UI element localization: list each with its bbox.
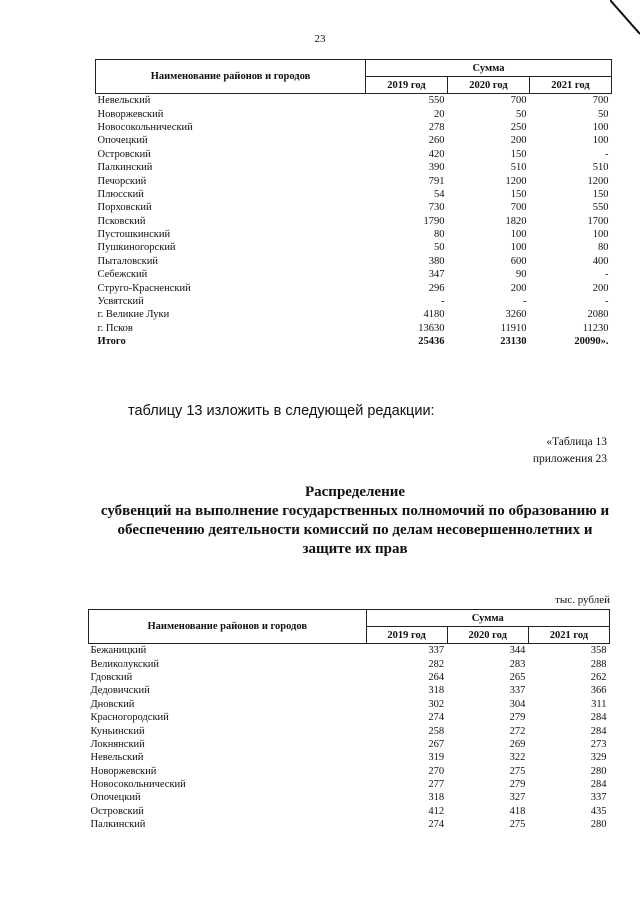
amount-cell: 258	[428, 725, 445, 737]
amount-cell: 274	[428, 819, 445, 831]
amount-cell: 284	[590, 712, 607, 724]
amount-cell: 1790	[423, 215, 445, 227]
amount-cell: 791	[428, 175, 445, 187]
amount-cell: 275	[509, 765, 526, 777]
district-name: Островский	[97, 148, 151, 160]
amount-cell: 80	[434, 229, 445, 241]
amount-cell: 11230	[582, 322, 609, 334]
amount-cell: 1820	[505, 215, 527, 227]
amount-cell: 1200	[505, 175, 527, 187]
district-name: Палкинский	[90, 819, 146, 831]
amount-cell: 265	[509, 671, 526, 683]
amount-cell: 730	[428, 202, 445, 214]
amount-cell: 200	[592, 282, 609, 294]
amount-cell: 318	[428, 792, 445, 804]
amount-cell: 288	[590, 658, 607, 670]
amount-cell: -	[441, 296, 445, 308]
table-row	[89, 644, 610, 658]
table-row	[96, 121, 612, 134]
amount-cell: 284	[590, 725, 607, 737]
district-name: Пыталовский	[97, 255, 158, 267]
amount-cell: 327	[509, 792, 526, 804]
allocation-table-continued	[95, 59, 612, 348]
column-header-year: 2021 год	[530, 77, 612, 94]
table-body	[96, 94, 612, 349]
amount-cell: -	[523, 296, 527, 308]
amount-cell: 262	[590, 671, 607, 683]
table-row	[96, 295, 612, 308]
district-name: Новоржевский	[90, 765, 157, 777]
amount-cell: 275	[509, 819, 526, 831]
amount-cell: 280	[590, 765, 607, 777]
amount-cell: 277	[428, 779, 445, 791]
amount-cell: 510	[592, 162, 609, 174]
amount-cell: 282	[428, 658, 445, 670]
table-row	[89, 671, 610, 684]
amount-cell: 347	[428, 269, 445, 281]
column-header-name: Наименование районов и городов	[96, 60, 366, 94]
district-name: Опочецкий	[97, 135, 148, 147]
table-row	[89, 791, 610, 804]
district-name: Палкинский	[97, 162, 153, 174]
amount-cell: 278	[428, 121, 445, 133]
amount-cell: 200	[510, 135, 527, 147]
district-name: Струго-Красненский	[97, 282, 191, 294]
district-name: Опочецкий	[90, 792, 141, 804]
amount-cell: 150	[592, 188, 609, 200]
amount-cell: 435	[590, 805, 607, 817]
amount-cell: 280	[590, 819, 607, 831]
amount-cell: 4180	[423, 309, 445, 321]
table-row	[96, 94, 612, 108]
amount-cell: 302	[428, 698, 445, 710]
amount-cell: 2080	[587, 309, 609, 321]
amount-cell: 1700	[587, 215, 609, 227]
table-row	[96, 308, 612, 321]
district-name: Невельский	[90, 752, 144, 764]
column-header-year: 2019 год	[366, 627, 447, 644]
section-heading: субвенций на выполнение государственных полномочий по образованию и	[100, 503, 610, 519]
amount-cell: 700	[510, 95, 527, 107]
amount-cell: 3260	[505, 309, 527, 321]
table-row	[96, 215, 612, 228]
amount-cell: -	[605, 269, 609, 281]
section-heading: защите их прав	[302, 541, 408, 557]
amount-cell: -	[605, 148, 609, 160]
table-row	[96, 268, 612, 281]
amount-cell: 550	[428, 95, 445, 107]
district-name: Печорский	[97, 175, 147, 187]
table-total-row	[96, 335, 612, 348]
amount-cell: 337	[590, 792, 607, 804]
amount-cell: 20	[434, 108, 445, 120]
amount-cell: 274	[428, 712, 445, 724]
district-name: Красногородский	[90, 712, 169, 724]
table-row	[96, 228, 612, 241]
amount-cell: 700	[592, 95, 609, 107]
amount-cell: 337	[509, 685, 526, 697]
district-name: Невельский	[97, 95, 151, 107]
amount-cell: 337	[428, 645, 445, 657]
district-name: Новоржевский	[97, 108, 164, 120]
table-row	[89, 778, 610, 791]
amount-cell: 329	[590, 752, 607, 764]
amount-cell: 380	[428, 255, 445, 267]
table-row	[96, 188, 612, 201]
amount-cell: 50	[434, 242, 445, 254]
amount-cell: 100	[592, 229, 609, 241]
amount-cell: 304	[509, 698, 526, 710]
amount-cell: 100	[510, 242, 527, 254]
amount-cell: 418	[509, 805, 526, 817]
table-row	[89, 657, 610, 670]
district-name: Дновский	[90, 698, 135, 710]
amount-cell: 54	[434, 188, 445, 200]
district-name: Пушкиногорский	[97, 242, 176, 254]
district-name: Дедовичский	[90, 685, 150, 697]
district-name: Гдовский	[90, 671, 133, 683]
amount-cell: 400	[592, 255, 609, 267]
table-row	[89, 805, 610, 818]
amount-cell: 100	[592, 121, 609, 133]
district-name: Локнянский	[90, 738, 145, 750]
table-row	[89, 724, 610, 737]
amount-cell: 510	[510, 162, 527, 174]
total-label: Итого	[97, 336, 126, 348]
amount-cell: 150	[510, 148, 527, 160]
table-row	[96, 201, 612, 214]
amount-cell: 390	[428, 162, 445, 174]
amount-cell: 270	[428, 765, 445, 777]
amount-cell: 100	[592, 135, 609, 147]
amount-cell: 11910	[500, 322, 527, 334]
amount-cell: 272	[509, 725, 526, 737]
amount-cell: 100	[510, 229, 527, 241]
district-name: Куньинский	[90, 725, 145, 737]
column-header-sum: Сумма	[366, 610, 609, 627]
appendix-reference: приложения 23	[532, 453, 607, 465]
district-name: Усвятский	[97, 296, 144, 308]
table-row	[96, 161, 612, 174]
table-row	[96, 148, 612, 161]
column-header-name: Наименование районов и городов	[89, 610, 367, 644]
amount-cell: 600	[510, 255, 527, 267]
district-name: Плюсский	[97, 188, 144, 200]
amount-cell: 283	[509, 658, 526, 670]
amount-cell: 80	[598, 242, 609, 254]
table-row	[89, 684, 610, 697]
amount-cell: 296	[428, 282, 445, 294]
unit-note: тыс. рублей	[555, 594, 610, 606]
column-header-year: 2019 год	[366, 77, 448, 94]
amount-cell: 550	[592, 202, 609, 214]
district-name: Пустошкинский	[97, 229, 171, 241]
amount-cell: 700	[510, 202, 527, 214]
table-row	[96, 281, 612, 294]
district-name: Бежаницкий	[90, 645, 147, 657]
amount-cell: 50	[598, 108, 609, 120]
table-row	[89, 765, 610, 778]
district-name: Новосокольнический	[97, 121, 193, 133]
table-row	[96, 255, 612, 268]
section-heading: обеспечению деятельности комиссий по делам несовершеннолетних и	[117, 522, 593, 538]
district-name: Псковский	[97, 215, 146, 227]
amount-cell: 279	[509, 712, 526, 724]
amount-cell: 322	[509, 752, 526, 764]
district-name: Новосокольнический	[90, 779, 186, 791]
instruction-text: таблицу 13 изложить в следующей редакции:	[128, 403, 435, 419]
amount-cell: 279	[509, 779, 526, 791]
table-row	[89, 738, 610, 751]
amount-cell: 260	[428, 135, 445, 147]
amount-cell: 311	[591, 698, 607, 710]
table-body	[89, 644, 610, 832]
district-name: Островский	[90, 805, 144, 817]
amount-cell: 318	[428, 685, 445, 697]
amount-cell: 20090».	[574, 336, 609, 348]
amount-cell: 264	[428, 671, 445, 683]
district-name: г. Псков	[97, 322, 133, 334]
amount-cell: 420	[428, 148, 445, 160]
table-row	[96, 134, 612, 147]
amount-cell: 1200	[587, 175, 609, 187]
amount-cell: 269	[509, 738, 526, 750]
amount-cell: 267	[428, 738, 445, 750]
district-name: г. Великие Луки	[97, 309, 170, 321]
amount-cell: 25436	[418, 336, 445, 348]
amount-cell: 90	[516, 269, 527, 281]
table-row	[89, 751, 610, 764]
amount-cell: 284	[590, 779, 607, 791]
column-header-sum: Сумма	[366, 60, 612, 77]
column-header-year: 2020 год	[447, 627, 528, 644]
amount-cell: 150	[510, 188, 527, 200]
amount-cell: 50	[516, 108, 527, 120]
amount-cell: 13630	[418, 322, 445, 334]
amount-cell: 23130	[500, 336, 527, 348]
table-reference: «Таблица 13	[546, 436, 607, 448]
table-row	[89, 818, 610, 831]
amount-cell: 344	[509, 645, 526, 657]
table-row	[96, 322, 612, 335]
amount-cell: 366	[590, 685, 607, 697]
column-header-year: 2021 год	[528, 627, 609, 644]
table-row	[89, 698, 610, 711]
section-heading: Распределение	[304, 484, 406, 500]
amount-cell: 273	[590, 738, 607, 750]
table-row	[89, 711, 610, 724]
amount-cell: -	[605, 296, 609, 308]
column-header-year: 2020 год	[448, 77, 530, 94]
amount-cell: 412	[428, 805, 445, 817]
amount-cell: 250	[510, 121, 527, 133]
table-row	[96, 174, 612, 187]
table-row	[96, 241, 612, 254]
district-name: Себежский	[97, 269, 148, 281]
amount-cell: 319	[428, 752, 445, 764]
table-row	[96, 107, 612, 120]
corner-fold-mark	[610, 0, 640, 36]
subvention-table	[88, 609, 610, 831]
amount-cell: 200	[510, 282, 527, 294]
amount-cell: 358	[590, 645, 607, 657]
district-name: Великолукский	[90, 658, 160, 670]
page-number: 23	[314, 33, 326, 45]
district-name: Порховский	[97, 202, 152, 214]
